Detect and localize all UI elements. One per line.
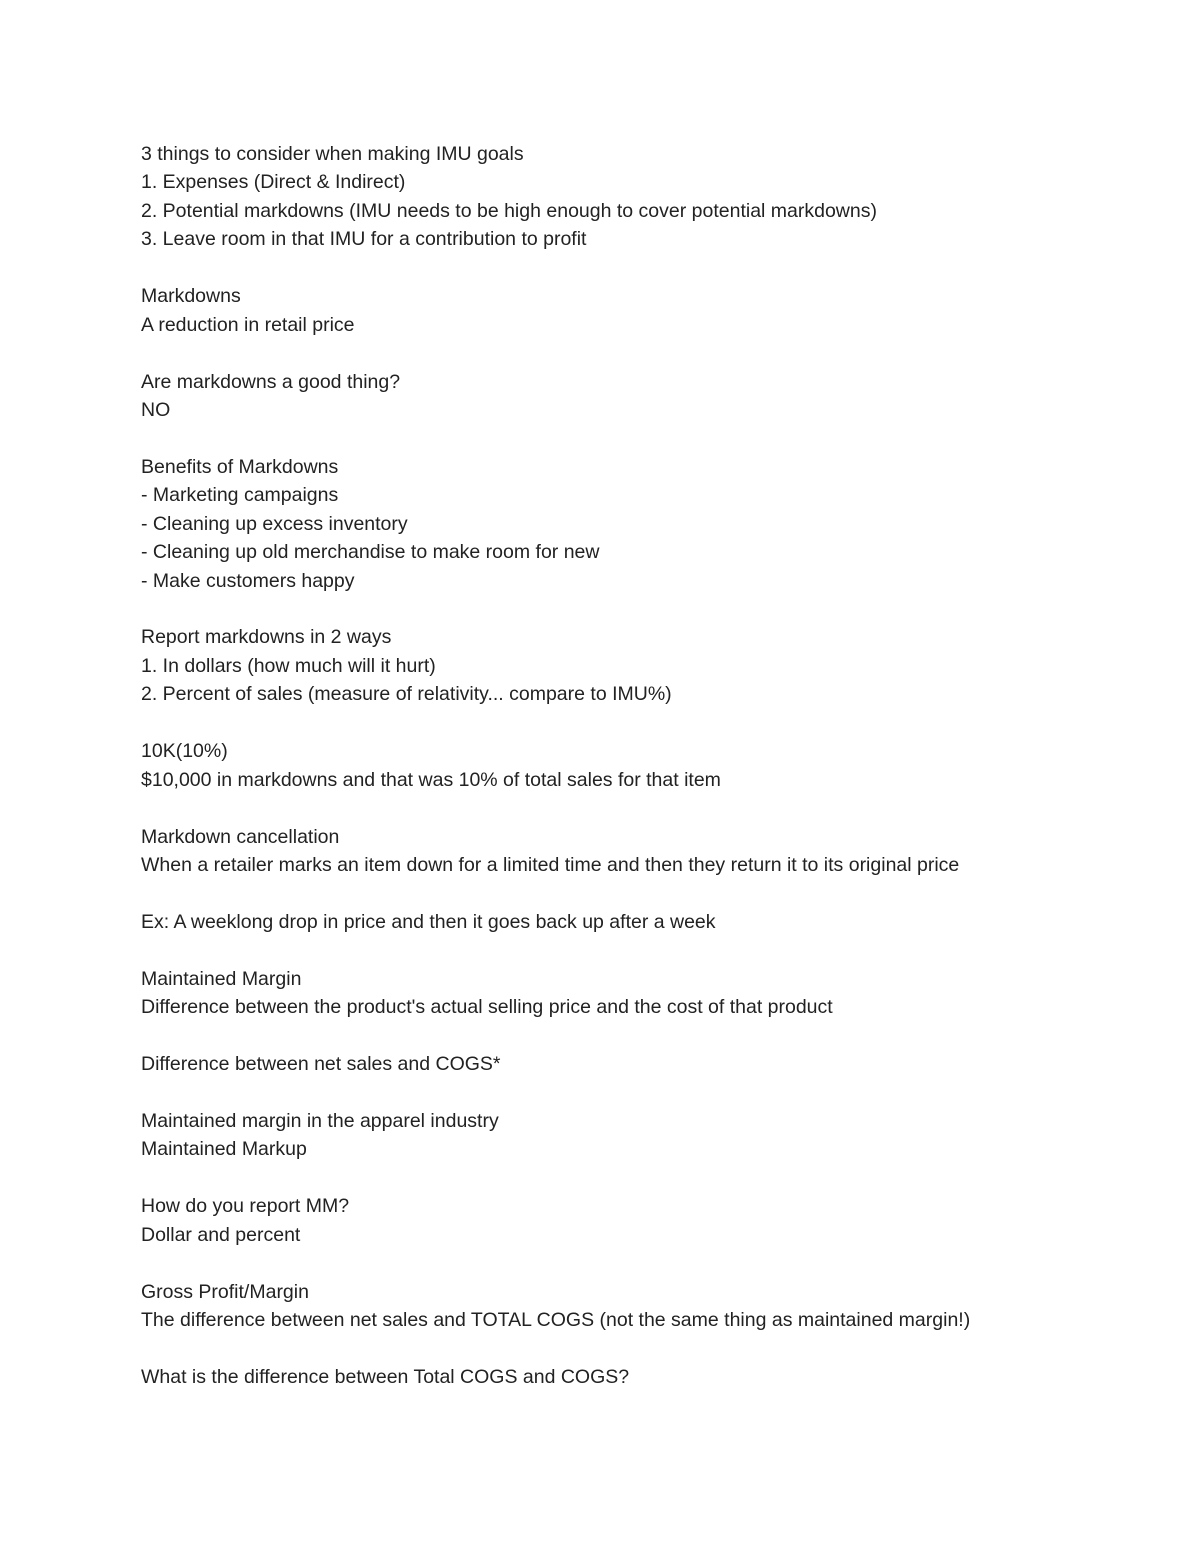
paragraph-line: Difference between the product's actual selling price and the cost of that product (141, 996, 833, 1019)
blank-line (141, 879, 1141, 907)
blank-line (141, 709, 1141, 737)
paragraph-line: When a retailer marks an item down for a limited time and then they return it to its original price (141, 853, 960, 876)
paragraph-line: The difference between net sales and TOTAL COGS (not the same thing as maintained margin!) (141, 1308, 971, 1331)
list-item: 1. In dollars (how much will it hurt) (141, 654, 436, 677)
paragraph-line: Maintained Markup (141, 1138, 307, 1161)
blank-line (141, 1022, 1141, 1050)
paragraph-line: What is the difference between Total COGS and COGS? (141, 1365, 630, 1388)
list-item: - Cleaning up old merchandise to make room for new (141, 541, 600, 564)
list-item: 2. Percent of sales (measure of relativity... compare to IMU%) (141, 683, 672, 706)
document-body (141, 140, 1141, 1391)
section-heading: How do you report MM? (141, 1195, 350, 1218)
section-heading: Maintained margin in the apparel industry (141, 1109, 499, 1132)
paragraph-line: $10,000 in markdowns and that was 10% of total sales for that item (141, 768, 721, 791)
paragraph-line: Difference between net sales and COGS* (141, 1053, 501, 1075)
blank-line (141, 1249, 1141, 1277)
blank-line (141, 1078, 1141, 1106)
section-heading: Benefits of Markdowns (141, 455, 339, 478)
blank-line (141, 595, 1141, 623)
list-item: 3. Leave room in that IMU for a contribution to profit (141, 228, 587, 251)
section-heading: Are markdowns a good thing? (141, 370, 401, 393)
blank-line (141, 1164, 1141, 1192)
blank-line (141, 794, 1141, 822)
section-heading: Maintained Margin (141, 967, 302, 990)
section-heading: Markdowns (141, 285, 241, 308)
section-heading: Markdown cancellation (141, 825, 340, 848)
section-heading: Gross Profit/Margin (141, 1280, 309, 1303)
blank-line (141, 424, 1141, 452)
paragraph-line: A reduction in retail price (141, 313, 355, 336)
paragraph-line: Ex: A weeklong drop in price and then it goes back up after a week (141, 910, 716, 933)
section-heading: Report markdowns in 2 ways (141, 626, 392, 649)
list-item: - Make customers happy (141, 569, 355, 592)
section-heading: 3 things to consider when making IMU goals (141, 143, 524, 165)
paragraph-line: NO (141, 398, 171, 421)
blank-line (141, 254, 1141, 282)
paragraph-line: Dollar and percent (141, 1223, 301, 1246)
blank-line (141, 339, 1141, 367)
blank-line (141, 1334, 1141, 1362)
blank-line (141, 936, 1141, 964)
section-heading: 10K(10%) (141, 740, 228, 763)
list-item: 1. Expenses (Direct & Indirect) (141, 171, 406, 194)
list-item: 2. Potential markdowns (IMU needs to be high enough to cover potential markdowns) (141, 199, 877, 222)
list-item: - Cleaning up excess inventory (141, 512, 408, 535)
list-item: - Marketing campaigns (141, 484, 339, 507)
